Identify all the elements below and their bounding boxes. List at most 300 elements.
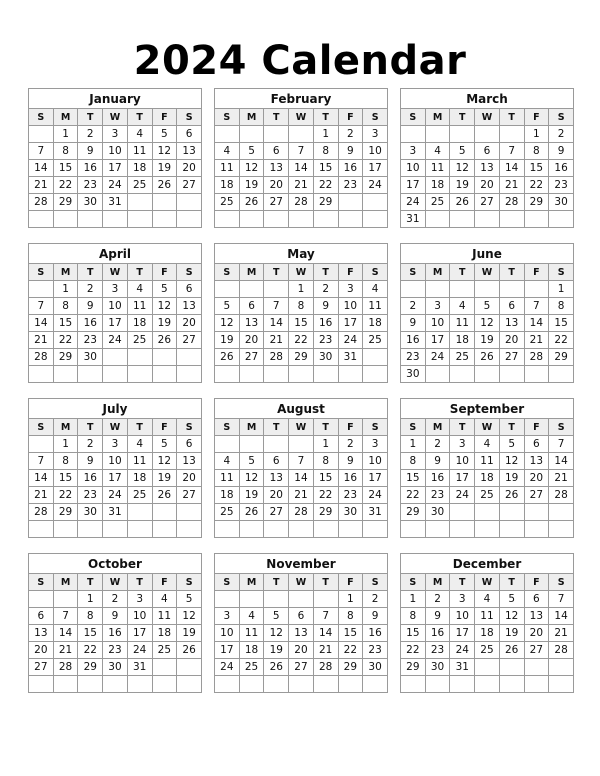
day-cell: 21 [29,487,54,504]
day-cell: 2 [425,591,450,608]
day-cell: 25 [239,659,264,676]
month-table [214,108,388,228]
day-cell: 1 [401,436,426,453]
day-cell: 13 [29,625,54,642]
day-cell: 13 [289,625,314,642]
day-cell: 5 [177,591,202,608]
day-cell: 13 [475,160,500,177]
weekday-header: M [53,109,78,126]
day-cell: 6 [177,281,202,298]
weekday-header: S [29,264,54,281]
day-cell: 30 [401,366,426,383]
month-table [28,108,202,228]
day-cell [29,366,54,383]
day-cell: 28 [53,659,78,676]
day-cell: 15 [313,160,338,177]
weekday-header: T [264,264,289,281]
day-cell: 20 [524,625,549,642]
day-cell: 12 [215,315,240,332]
day-cell: 9 [363,608,388,625]
weekday-header: F [338,574,363,591]
day-cell: 16 [425,625,450,642]
day-cell: 8 [313,143,338,160]
day-cell [239,436,264,453]
weekday-header: S [29,574,54,591]
month-february [214,88,388,228]
day-cell: 26 [215,349,240,366]
day-cell: 22 [78,642,103,659]
day-cell: 23 [78,177,103,194]
day-cell: 1 [53,281,78,298]
day-cell [152,676,177,693]
day-cell: 2 [78,126,103,143]
day-cell: 30 [103,659,128,676]
day-cell [78,676,103,693]
day-cell: 16 [78,160,103,177]
day-cell: 19 [499,625,524,642]
day-cell: 29 [549,349,574,366]
weekday-header: T [499,574,524,591]
day-cell: 17 [215,642,240,659]
day-cell [264,436,289,453]
day-cell: 19 [215,332,240,349]
weekday-header: F [338,109,363,126]
day-cell: 24 [425,349,450,366]
day-cell: 8 [53,143,78,160]
day-cell [450,504,475,521]
day-cell: 21 [29,177,54,194]
day-cell [29,676,54,693]
weekday-header: F [152,419,177,436]
day-cell [215,591,240,608]
day-cell: 6 [524,436,549,453]
day-cell [549,521,574,538]
day-cell: 21 [53,642,78,659]
day-cell: 2 [313,281,338,298]
day-cell: 25 [152,642,177,659]
day-cell: 15 [53,160,78,177]
day-cell [152,366,177,383]
weekday-header: T [264,419,289,436]
day-cell: 26 [264,659,289,676]
day-cell [29,281,54,298]
day-cell: 10 [103,298,128,315]
day-cell [264,366,289,383]
day-cell: 10 [450,453,475,470]
day-cell: 27 [239,349,264,366]
day-cell [152,211,177,228]
day-cell: 24 [450,487,475,504]
weekday-header: T [450,574,475,591]
day-cell: 1 [313,126,338,143]
day-cell [338,194,363,211]
day-cell: 30 [425,659,450,676]
day-cell: 10 [338,298,363,315]
month-table [214,418,388,538]
day-cell [313,211,338,228]
day-cell: 12 [152,298,177,315]
day-cell: 7 [313,608,338,625]
day-cell [425,126,450,143]
day-cell: 17 [103,160,128,177]
day-cell: 28 [264,349,289,366]
day-cell: 16 [425,470,450,487]
day-cell: 22 [313,177,338,194]
day-cell: 10 [103,453,128,470]
weekday-header: F [152,264,177,281]
weekday-header: T [127,574,152,591]
day-cell: 25 [127,487,152,504]
day-cell: 27 [289,659,314,676]
weekday-header: S [215,574,240,591]
day-cell: 19 [450,177,475,194]
day-cell: 20 [289,642,314,659]
month-name: March [400,88,574,108]
weekday-header: M [425,574,450,591]
day-cell: 26 [177,642,202,659]
day-cell: 23 [401,349,426,366]
day-cell: 9 [78,298,103,315]
day-cell: 23 [338,487,363,504]
day-cell [53,676,78,693]
day-cell: 31 [450,659,475,676]
day-cell [475,521,500,538]
weekday-header: W [289,109,314,126]
day-cell: 25 [475,642,500,659]
day-cell: 17 [363,470,388,487]
day-cell [103,349,128,366]
weekday-header: S [215,109,240,126]
day-cell: 14 [499,160,524,177]
day-cell: 6 [289,608,314,625]
day-cell: 3 [450,436,475,453]
day-cell: 4 [127,126,152,143]
day-cell: 20 [499,332,524,349]
day-cell: 11 [425,160,450,177]
weekday-header: S [177,264,202,281]
day-cell: 6 [475,143,500,160]
day-cell: 14 [29,160,54,177]
day-cell: 15 [401,470,426,487]
month-table [400,573,574,693]
day-cell [499,659,524,676]
weekday-header: S [215,264,240,281]
month-april [28,243,202,383]
day-cell: 14 [29,470,54,487]
day-cell [289,436,314,453]
day-cell: 5 [264,608,289,625]
day-cell: 27 [29,659,54,676]
day-cell [549,659,574,676]
day-cell: 27 [264,504,289,521]
weekday-header: S [549,419,574,436]
day-cell: 13 [524,608,549,625]
day-cell: 21 [549,470,574,487]
day-cell: 15 [78,625,103,642]
day-cell: 21 [264,332,289,349]
day-cell [264,211,289,228]
weekday-header: S [401,419,426,436]
day-cell [549,211,574,228]
day-cell [177,366,202,383]
day-cell: 5 [239,143,264,160]
day-cell: 28 [29,349,54,366]
day-cell: 4 [450,298,475,315]
day-cell: 3 [127,591,152,608]
day-cell: 9 [78,143,103,160]
day-cell: 21 [549,625,574,642]
day-cell: 24 [450,642,475,659]
day-cell: 22 [524,177,549,194]
weekday-header: F [152,574,177,591]
day-cell: 27 [524,642,549,659]
day-cell: 12 [475,315,500,332]
day-cell: 27 [524,487,549,504]
day-cell: 26 [152,332,177,349]
day-cell: 4 [475,436,500,453]
day-cell: 1 [313,436,338,453]
day-cell: 12 [152,453,177,470]
day-cell [152,194,177,211]
day-cell: 24 [103,332,128,349]
day-cell [239,521,264,538]
month-name: November [214,553,388,573]
day-cell: 17 [401,177,426,194]
day-cell [177,504,202,521]
day-cell [475,659,500,676]
day-cell: 18 [363,315,388,332]
day-cell: 3 [401,143,426,160]
weekday-header: S [401,574,426,591]
day-cell [215,521,240,538]
weekday-header: F [524,419,549,436]
day-cell: 6 [264,453,289,470]
day-cell: 31 [103,194,128,211]
day-cell: 7 [524,298,549,315]
day-cell: 8 [401,453,426,470]
day-cell: 19 [152,470,177,487]
day-cell: 18 [450,332,475,349]
day-cell: 11 [475,608,500,625]
day-cell: 8 [53,453,78,470]
day-cell: 26 [499,642,524,659]
month-name: February [214,88,388,108]
day-cell [338,676,363,693]
day-cell: 28 [289,504,314,521]
weekday-header: M [239,109,264,126]
day-cell: 3 [215,608,240,625]
day-cell [475,126,500,143]
day-cell: 5 [152,436,177,453]
day-cell: 6 [239,298,264,315]
day-cell [450,676,475,693]
day-cell: 23 [338,177,363,194]
day-cell [239,591,264,608]
day-cell: 13 [177,453,202,470]
day-cell: 4 [127,281,152,298]
day-cell: 2 [338,126,363,143]
day-cell: 21 [524,332,549,349]
day-cell [475,366,500,383]
day-cell: 27 [499,349,524,366]
weekday-header: T [450,109,475,126]
day-cell: 11 [239,625,264,642]
day-cell: 11 [152,608,177,625]
day-cell: 22 [401,642,426,659]
day-cell: 14 [289,160,314,177]
day-cell: 3 [338,281,363,298]
day-cell: 22 [549,332,574,349]
day-cell [103,211,128,228]
day-cell [177,521,202,538]
day-cell [363,676,388,693]
day-cell: 24 [363,487,388,504]
day-cell [215,211,240,228]
weekday-header: T [313,264,338,281]
day-cell [239,366,264,383]
day-cell: 26 [152,487,177,504]
day-cell: 19 [177,625,202,642]
day-cell: 10 [127,608,152,625]
day-cell: 14 [549,453,574,470]
day-cell: 30 [425,504,450,521]
day-cell: 16 [78,315,103,332]
day-cell: 20 [29,642,54,659]
day-cell: 17 [103,315,128,332]
day-cell: 22 [313,487,338,504]
month-december [400,553,574,693]
day-cell: 4 [425,143,450,160]
day-cell [127,366,152,383]
day-cell: 15 [53,315,78,332]
day-cell [29,591,54,608]
day-cell: 11 [215,470,240,487]
month-name: January [28,88,202,108]
day-cell: 28 [549,642,574,659]
day-cell [499,211,524,228]
month-august [214,398,388,538]
day-cell [524,676,549,693]
day-cell: 22 [53,332,78,349]
weekday-header: T [78,419,103,436]
day-cell: 30 [78,349,103,366]
day-cell: 1 [401,591,426,608]
day-cell: 9 [103,608,128,625]
day-cell: 24 [363,177,388,194]
day-cell: 12 [450,160,475,177]
day-cell: 28 [313,659,338,676]
weekday-header: M [53,264,78,281]
day-cell: 19 [152,160,177,177]
day-cell: 2 [363,591,388,608]
day-cell: 18 [127,315,152,332]
day-cell: 7 [29,298,54,315]
day-cell: 5 [450,143,475,160]
day-cell: 13 [264,160,289,177]
day-cell [152,504,177,521]
day-cell: 18 [215,487,240,504]
day-cell: 2 [549,126,574,143]
day-cell [499,281,524,298]
day-cell: 9 [338,453,363,470]
day-cell [127,194,152,211]
day-cell: 7 [264,298,289,315]
day-cell [450,366,475,383]
day-cell: 6 [499,298,524,315]
day-cell: 24 [103,177,128,194]
month-table [28,573,202,693]
day-cell: 17 [338,315,363,332]
weekday-header: S [549,264,574,281]
day-cell: 28 [289,194,314,211]
day-cell: 9 [425,453,450,470]
day-cell: 11 [127,453,152,470]
day-cell: 9 [425,608,450,625]
day-cell: 25 [127,177,152,194]
day-cell [239,126,264,143]
weekday-header: M [53,419,78,436]
day-cell: 16 [78,470,103,487]
day-cell: 4 [215,453,240,470]
day-cell [450,211,475,228]
day-cell: 20 [264,487,289,504]
day-cell [425,521,450,538]
day-cell [103,366,128,383]
day-cell: 1 [78,591,103,608]
weekday-header: W [103,109,128,126]
day-cell: 18 [215,177,240,194]
day-cell: 20 [177,315,202,332]
day-cell [450,281,475,298]
day-cell: 18 [127,160,152,177]
day-cell: 4 [152,591,177,608]
day-cell: 22 [53,177,78,194]
day-cell [363,211,388,228]
day-cell [289,211,314,228]
day-cell [338,366,363,383]
day-cell: 8 [338,608,363,625]
weekday-header: S [401,264,426,281]
day-cell [313,521,338,538]
day-cell: 5 [475,298,500,315]
day-cell [549,676,574,693]
day-cell [450,521,475,538]
day-cell [524,211,549,228]
day-cell: 1 [53,436,78,453]
month-name: June [400,243,574,263]
weekday-header: S [363,264,388,281]
month-name: July [28,398,202,418]
day-cell: 13 [264,470,289,487]
day-cell [549,504,574,521]
day-cell [475,504,500,521]
day-cell: 6 [29,608,54,625]
day-cell: 25 [215,194,240,211]
day-cell: 21 [499,177,524,194]
day-cell: 14 [289,470,314,487]
day-cell: 5 [239,453,264,470]
weekday-header: T [499,264,524,281]
day-cell: 27 [177,487,202,504]
day-cell: 20 [475,177,500,194]
day-cell: 25 [425,194,450,211]
day-cell: 31 [338,349,363,366]
day-cell [475,211,500,228]
weekday-header: T [450,264,475,281]
day-cell: 29 [313,504,338,521]
day-cell: 22 [338,642,363,659]
day-cell: 30 [78,194,103,211]
